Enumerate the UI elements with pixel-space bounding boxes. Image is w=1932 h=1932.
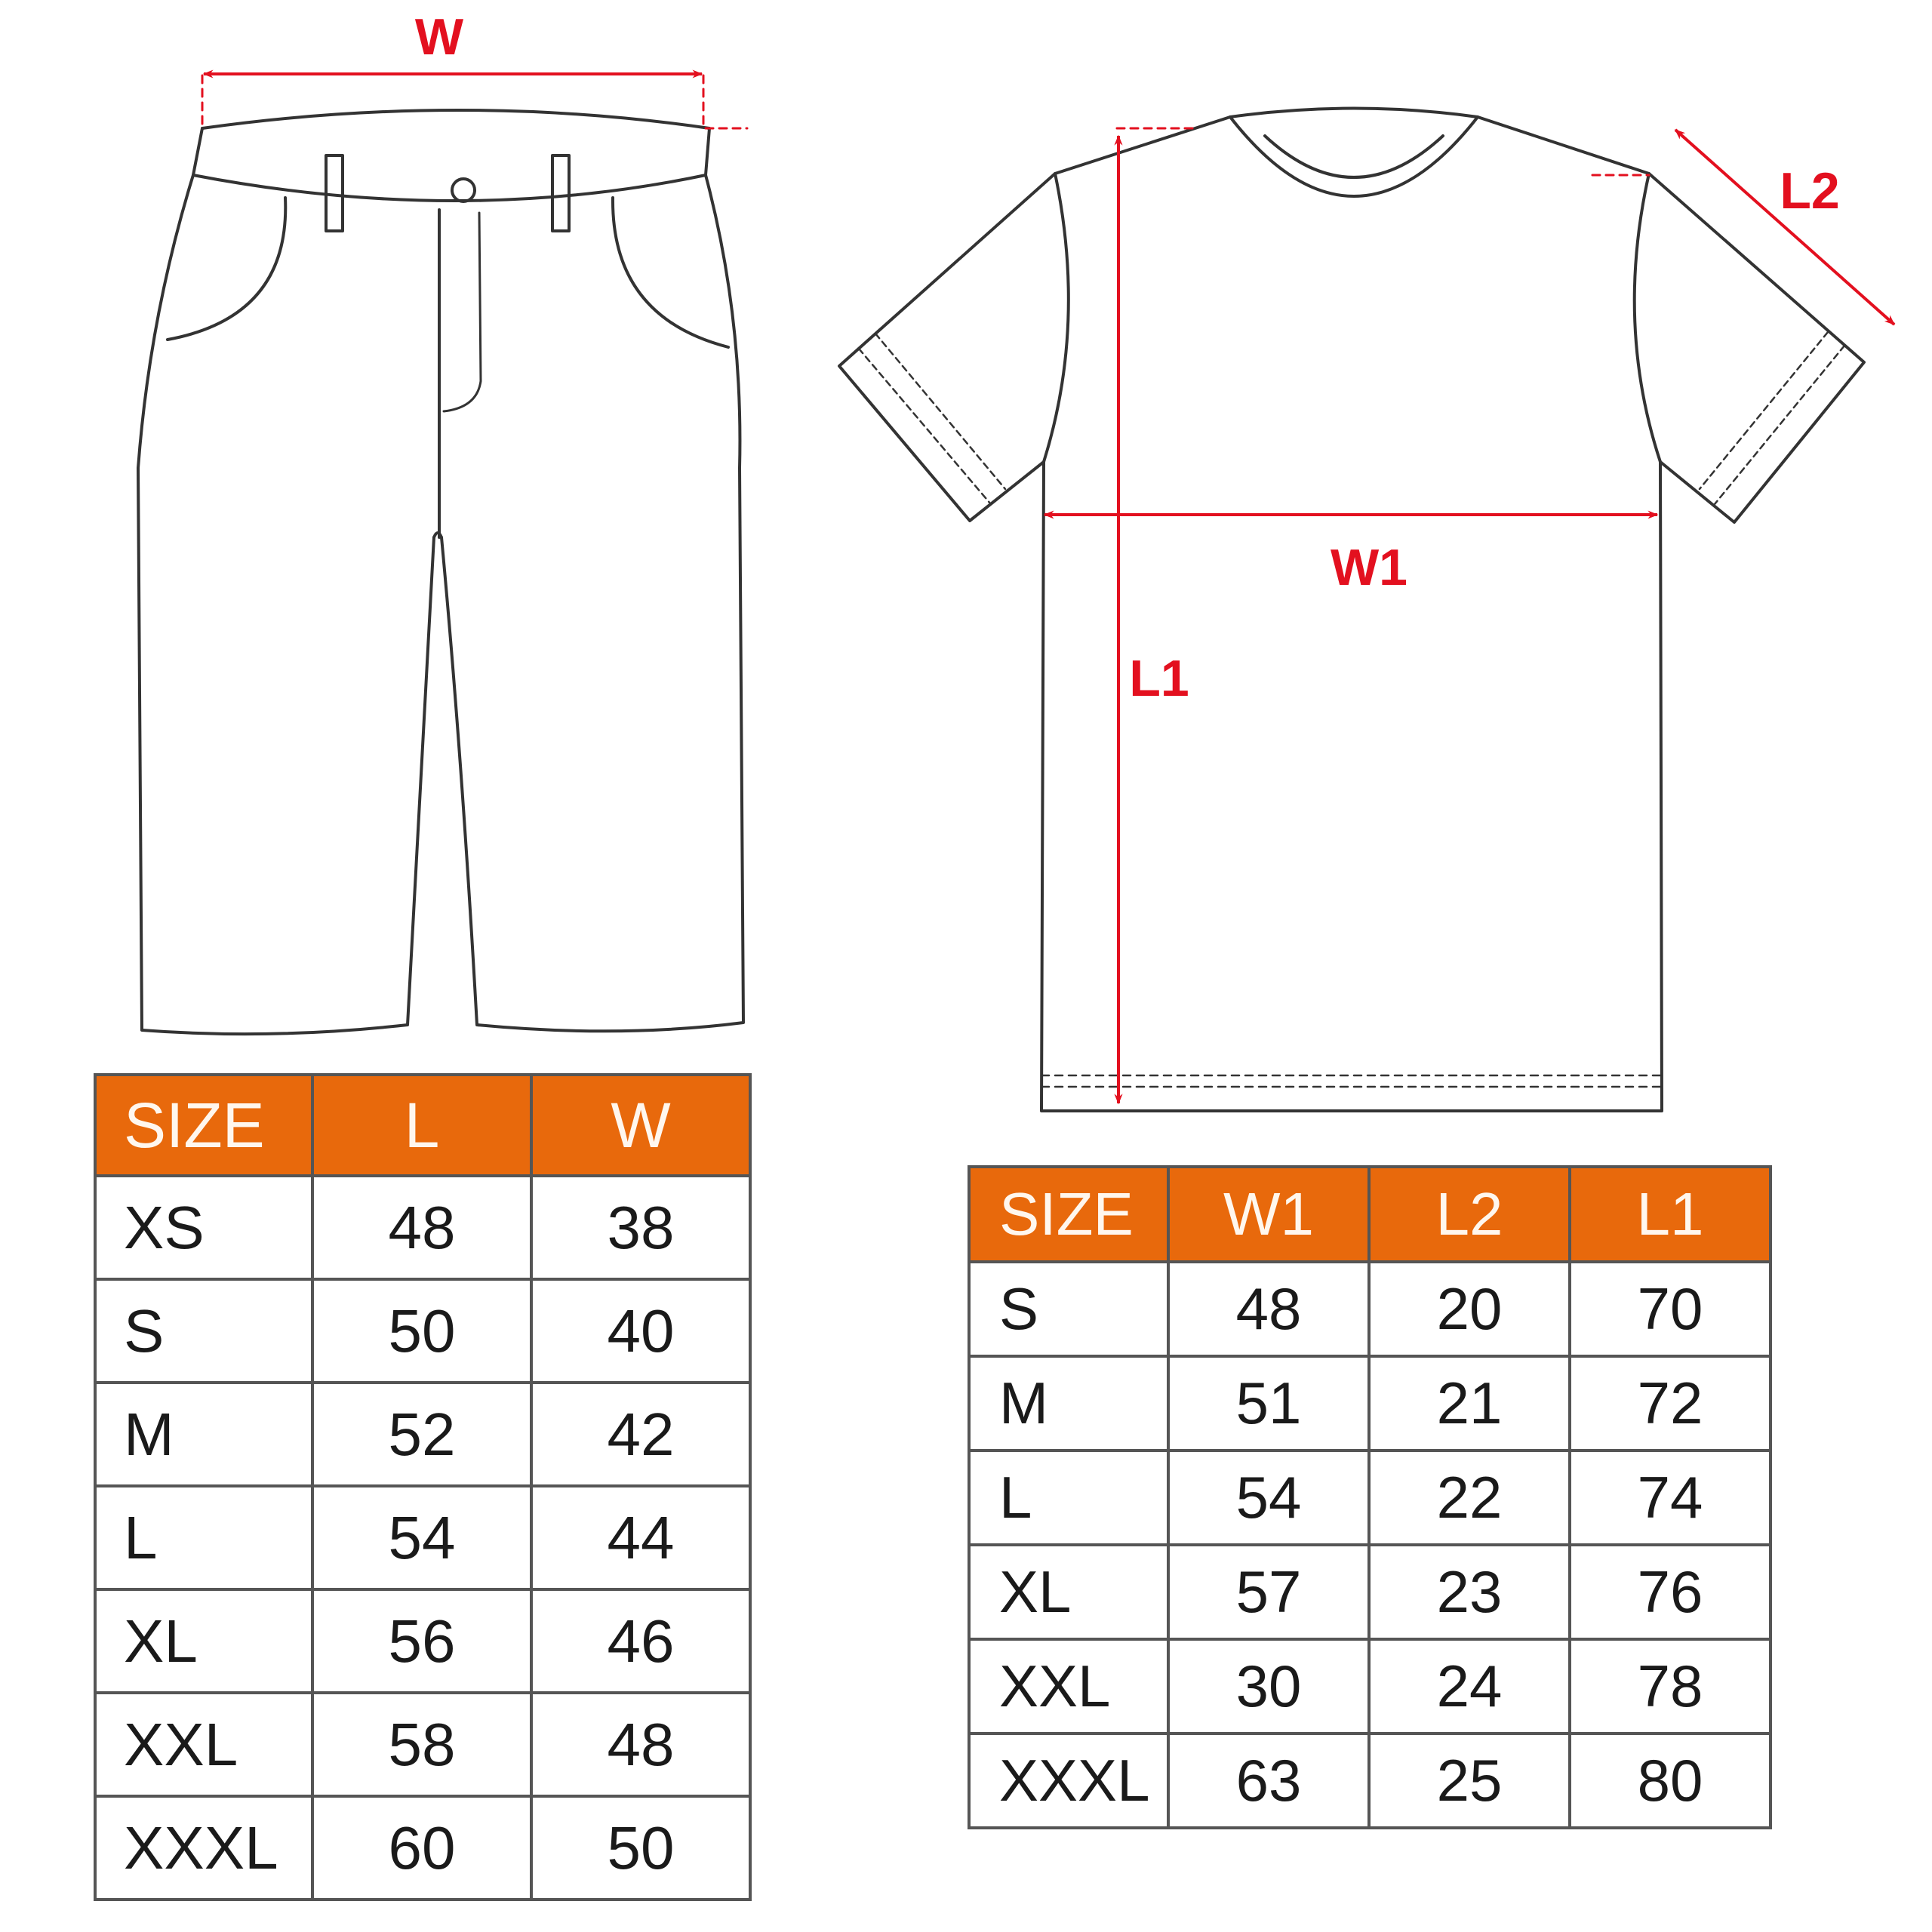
size-cell: XXL	[95, 1693, 312, 1796]
table-row	[969, 1545, 1770, 1639]
value-cell: 63	[1168, 1734, 1369, 1828]
size-cell: XL	[95, 1589, 312, 1693]
value-cell: 54	[312, 1486, 531, 1589]
size-cell: M	[969, 1356, 1168, 1451]
size-cell: M	[95, 1383, 312, 1486]
waistband-side-right	[706, 128, 709, 175]
pocket-right	[613, 198, 728, 347]
value-cell: 56	[312, 1589, 531, 1693]
value-cell: 40	[531, 1279, 750, 1383]
size-cell: S	[95, 1279, 312, 1383]
value-cell: 20	[1369, 1262, 1570, 1356]
value-cell: 21	[1369, 1356, 1570, 1451]
waistband-top	[202, 110, 709, 128]
waistband-bottom	[193, 175, 706, 201]
waistband-side-left	[193, 128, 202, 175]
table-header-row	[95, 1075, 750, 1176]
value-cell: 24	[1369, 1639, 1570, 1734]
size-cell: XS	[95, 1176, 312, 1279]
value-cell: 46	[531, 1589, 750, 1693]
header-length: L	[312, 1075, 531, 1176]
table-row	[969, 1262, 1770, 1356]
tshirt-collar-outer	[1230, 117, 1478, 196]
value-cell: 48	[312, 1176, 531, 1279]
table-row	[95, 1279, 750, 1383]
value-cell: 50	[531, 1796, 750, 1900]
shorts-fly-stitch	[444, 213, 481, 411]
value-cell: 58	[312, 1693, 531, 1796]
value-cell: 80	[1570, 1734, 1770, 1828]
size-cell: L	[95, 1486, 312, 1589]
table-row	[95, 1796, 750, 1900]
value-cell: 48	[1168, 1262, 1369, 1356]
size-cell: XL	[969, 1545, 1168, 1639]
value-cell: 72	[1570, 1356, 1770, 1451]
table-row	[95, 1589, 750, 1693]
tshirt-sleeve-label: L2	[1780, 162, 1840, 220]
value-cell: 25	[1369, 1734, 1570, 1828]
value-cell: 42	[531, 1383, 750, 1486]
table-header-row	[969, 1167, 1770, 1262]
value-cell: 50	[312, 1279, 531, 1383]
value-cell: 51	[1168, 1356, 1369, 1451]
table-row	[969, 1451, 1770, 1545]
value-cell: 30	[1168, 1639, 1369, 1734]
shorts-outline	[138, 75, 747, 1034]
tshirt-collar-top	[1230, 109, 1478, 118]
tshirt-length-label: L1	[1129, 650, 1189, 707]
tshirt-hem-stitch	[1041, 1075, 1662, 1087]
table-row	[95, 1176, 750, 1279]
tshirt-left-sleeve	[839, 174, 1055, 521]
value-cell: 48	[531, 1693, 750, 1796]
header-width: W	[531, 1075, 750, 1176]
size-cell: S	[969, 1262, 1168, 1356]
table-row	[95, 1383, 750, 1486]
value-cell: 54	[1168, 1451, 1369, 1545]
value-cell: 70	[1570, 1262, 1770, 1356]
value-cell: 78	[1570, 1639, 1770, 1734]
table-row	[969, 1734, 1770, 1828]
size-cell: XXL	[969, 1639, 1168, 1734]
tshirt-body	[1041, 117, 1662, 1111]
size-cell: XXXL	[969, 1734, 1168, 1828]
size-cell: XXXL	[95, 1796, 312, 1900]
table-row	[969, 1356, 1770, 1451]
header-length: L1	[1570, 1167, 1770, 1262]
tshirt-outline	[839, 109, 1864, 1112]
belt-loop-right	[552, 155, 569, 231]
shorts-size-table	[94, 1073, 752, 1901]
tshirt-right-cuff	[1700, 332, 1844, 504]
shorts-right-leg	[441, 175, 743, 1031]
value-cell: 52	[312, 1383, 531, 1486]
header-size: SIZE	[95, 1075, 312, 1176]
tshirt-width-label: W1	[1331, 539, 1407, 596]
shorts-button	[452, 179, 475, 202]
header-sleeve: L2	[1369, 1167, 1570, 1262]
value-cell: 23	[1369, 1545, 1570, 1639]
value-cell: 74	[1570, 1451, 1770, 1545]
table-row	[95, 1693, 750, 1796]
size-cell: L	[969, 1451, 1168, 1545]
shorts-left-leg	[138, 175, 434, 1034]
tshirt-size-table	[968, 1165, 1772, 1829]
table-row	[969, 1639, 1770, 1734]
table-row	[95, 1486, 750, 1589]
value-cell: 60	[312, 1796, 531, 1900]
tshirt-right-sleeve	[1649, 174, 1864, 522]
value-cell: 76	[1570, 1545, 1770, 1639]
value-cell: 38	[531, 1176, 750, 1279]
pocket-left	[168, 198, 285, 340]
header-size: SIZE	[969, 1167, 1168, 1262]
value-cell: 44	[531, 1486, 750, 1589]
header-width: W1	[1168, 1167, 1369, 1262]
tshirt-collar-inner	[1265, 136, 1443, 177]
value-cell: 22	[1369, 1451, 1570, 1545]
shorts-width-label: W	[414, 8, 464, 66]
value-cell: 57	[1168, 1545, 1369, 1639]
